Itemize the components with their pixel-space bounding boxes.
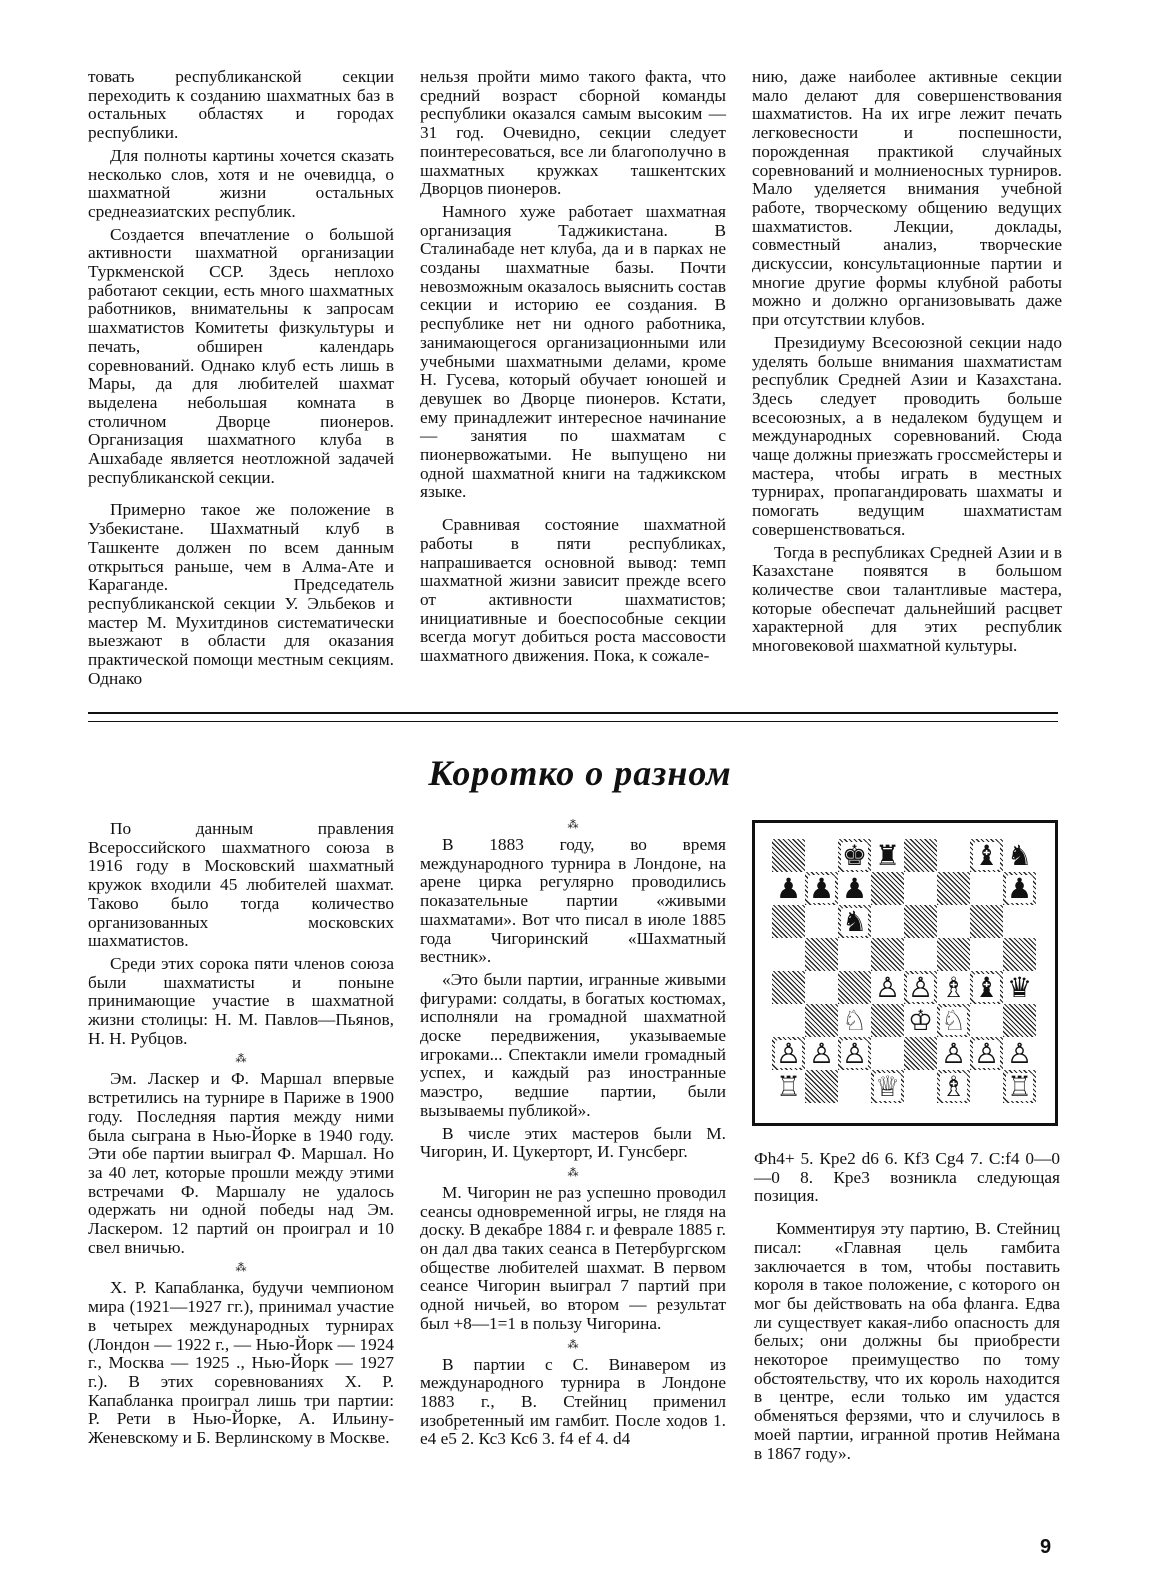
- chess-square: [970, 872, 1003, 905]
- section-divider: [88, 721, 1058, 722]
- paragraph: М. Чигорин не раз успешно проводил сеансы одновременной игры, не глядя на доску. В декабре 1884 г. и феврале 1885 г. он дал два таких сеанса в Петербургском обществе любителей шахмат. В первом сеансе Чигорин выиграл 7 партий при одной ничьей, во втором — результат был +8—1=1 в пользу Чигорина.: [420, 1182, 726, 1333]
- chess-square: [1003, 938, 1036, 971]
- chess-square: [904, 1070, 937, 1103]
- chess-square: [805, 1070, 838, 1103]
- chess-piece-glyph: ♙: [907, 970, 934, 1004]
- chess-piece-glyph: ♕: [874, 1069, 901, 1103]
- chess-piece-glyph: ♗: [940, 970, 967, 1004]
- chess-piece-glyph: ♛: [1006, 970, 1033, 1004]
- notes-column-2: [420, 820, 726, 1453]
- chess-board-grid: [772, 839, 1036, 1103]
- chess-piece-square: [937, 1070, 970, 1103]
- chess-piece-square: [1003, 839, 1036, 872]
- chess-square: [1003, 905, 1036, 938]
- notes-column-3: [754, 1150, 1060, 1467]
- chess-piece-square: [805, 1037, 838, 1070]
- separator-stars: ⁂: [567, 1338, 579, 1351]
- chess-square: [772, 839, 805, 872]
- chess-square: [838, 1070, 871, 1103]
- chess-square: [805, 905, 838, 938]
- chess-piece-square: [1003, 1037, 1036, 1070]
- chess-piece-glyph: ♖: [1006, 1069, 1033, 1103]
- chess-square: [970, 1070, 1003, 1103]
- chess-square: [904, 938, 937, 971]
- paragraph: Намного хуже работает шахматная организация Таджикистана. В Сталинабаде нет клуба, да и в парках не созданы шахматные базы. Почти невозможным оказалось выяснить состав секции и историю ее создания. В республике нет ни одного работника, занимающегося организационными или учебными шахматными делами, кроме Н. Гусева, который обучает юношей и девушек во Дворце пионеров. Кстати, ему принадлежит интересное начинание — занятия по шахматам с пионервожатыми. Не выпущено ни одной шахматной книги на таджикском языке.: [420, 201, 726, 502]
- chess-square: [904, 872, 937, 905]
- chess-square: [937, 905, 970, 938]
- chess-piece-glyph: ♙: [775, 1036, 802, 1070]
- separator-stars: ⁂: [567, 819, 579, 831]
- section-title: Коротко о разном: [428, 753, 732, 793]
- chess-piece-square: [1003, 971, 1036, 1004]
- chess-piece-square: [937, 1004, 970, 1037]
- chess-piece-glyph: ♞: [1006, 838, 1033, 872]
- paragraph: По данным правления Всероссийского шахматного союза в 1916 году в Московский шахматный кружок входили 45 любителей шахмат. Таково было тогда количество организованных московских шахматистов.: [88, 819, 394, 951]
- chess-piece-square: [772, 872, 805, 905]
- chess-square: [805, 1004, 838, 1037]
- paragraph: Эм. Ласкер и Ф. Маршал впервые встретились на турнире в Париже в 1900 году. Последняя партия между ними была сыграна в Нью-Йорке в 1940 году. Эти обе партии выиграл Ф. Маршал. Но за 40 лет, которые прошли между этими встречами Ф. Маршалу не удалось одержать ни одной победы над Эм. Ласкером. 12 партий он проиграл и 10 свел вничью.: [88, 1069, 394, 1257]
- chess-piece-square: [904, 1004, 937, 1037]
- chess-piece-glyph: ♙: [874, 970, 901, 1004]
- chess-piece-glyph: ♚: [841, 838, 868, 872]
- chess-square: [970, 905, 1003, 938]
- chess-square: [904, 1037, 937, 1070]
- chess-piece-square: [838, 839, 871, 872]
- chess-square: [937, 872, 970, 905]
- chess-piece-square: [1003, 1070, 1036, 1103]
- article-column-1: [88, 68, 394, 693]
- chess-piece-glyph: ♙: [841, 1036, 868, 1070]
- chess-square: [1003, 1004, 1036, 1037]
- chess-square: [970, 1004, 1003, 1037]
- chess-square: [871, 905, 904, 938]
- chess-square: [871, 872, 904, 905]
- chess-piece-glyph: ♞: [841, 904, 868, 938]
- paragraph: В партии с С. Винавером из международного турнира в Лондоне 1883 г., В. Стейниц применил изобретенный им гамбит. После ходов 1. е4 е5 2. Кс3 Кс6 3. f4 ef 4. d4: [420, 1354, 726, 1449]
- paragraph: Комментируя эту партию, В. Стейниц писал: «Главная цель гамбита заключается в том, чтобы поставить короля в такое положение, с которого он мог бы действовать на оба фланга. Едва ли существует какая-либо опасность для белых; они должны бы приобрести некоторое преимущество по тому обстоятельству, что их король находится в центре, если только им удастся обменяться ферзями, что и случилось в моей партии, игранной против Неймана в 1867 году».: [754, 1219, 1060, 1463]
- chess-piece-square: [937, 971, 970, 1004]
- chess-square: [805, 971, 838, 1004]
- page-number: 9: [1040, 1536, 1052, 1558]
- chess-square: [805, 938, 838, 971]
- chess-square: [805, 839, 838, 872]
- chess-square: [772, 1004, 805, 1037]
- separator-stars: ⁂: [235, 1262, 247, 1275]
- chess-piece-glyph: ♝: [973, 838, 1000, 872]
- paragraph: Примерно такое же положение в Узбекистане. Шахматный клуб в Ташкенте должен по всем данным открыться раньше, чем в Алма-Ате и Караганде. Председатель республиканской секции У. Эльбеков и мастер М. Мухитдинов систематически выезжают в области для оказания практической помощи местным секциям. Однако: [88, 500, 394, 688]
- separator-stars: ⁂: [567, 1166, 579, 1179]
- chess-square: [772, 905, 805, 938]
- chess-piece-square: [838, 1037, 871, 1070]
- chess-square: [937, 938, 970, 971]
- paragraph: В числе этих мастеров были М. Чигорин, И. Цукерторт, И. Гунсберг.: [420, 1123, 726, 1162]
- chess-piece-glyph: ♙: [940, 1036, 967, 1070]
- chess-piece-square: [904, 971, 937, 1004]
- chess-piece-square: [805, 872, 838, 905]
- chess-piece-square: [871, 839, 904, 872]
- paragraph: В 1883 году, во время международного турнира в Лондоне, на арене цирка регулярно проводились показательные партии «живыми шахматами». Вот что писал в июле 1885 года Чигоринский «Шахматный вестник».: [420, 835, 726, 967]
- chess-piece-glyph: ♗: [940, 1069, 967, 1103]
- chess-piece-glyph: ♙: [808, 1036, 835, 1070]
- chess-piece-square: [937, 1037, 970, 1070]
- chess-piece-glyph: ♟: [775, 871, 802, 905]
- chess-square: [772, 938, 805, 971]
- chess-square: [838, 971, 871, 1004]
- paragraph: Сравнивая состояние шахматной работы в пяти республиках, напрашивается основной вывод: темп шахматной жизни зависит прежде всего от активности шахматистов; инициативные и боеспособные секции всегда могут добиться роста массовости шахматного движения. Пока, к сожале-: [420, 515, 726, 666]
- separator-stars: ⁂: [235, 1053, 247, 1066]
- chess-piece-square: [838, 872, 871, 905]
- chess-piece-glyph: ♝: [973, 970, 1000, 1004]
- chess-piece-glyph: ♘: [841, 1003, 868, 1037]
- chess-piece-square: [772, 1037, 805, 1070]
- chess-piece-square: [970, 971, 1003, 1004]
- chess-square: [838, 938, 871, 971]
- chess-piece-square: [970, 839, 1003, 872]
- notes-column-1: [88, 820, 394, 1452]
- chess-piece-glyph: ♖: [775, 1069, 802, 1103]
- chess-piece-square: [871, 1070, 904, 1103]
- paragraph: нельзя пройти мимо такого факта, что средний возраст сборной команды республики оказался самым высоким — 31 год. Очевидно, секции следует поинтересоваться, все ли благополучно в шахматных кружках ташкентских Дворцов пионеров.: [420, 67, 726, 199]
- chess-square: [871, 938, 904, 971]
- chess-diagram: [752, 820, 1058, 1126]
- chess-piece-glyph: ♘: [940, 1003, 967, 1037]
- chess-piece-square: [1003, 872, 1036, 905]
- chess-piece-glyph: ♙: [973, 1036, 1000, 1070]
- paragraph: Для полноты картины хочется сказать несколько слов, хотя и не очевидца, о шахматной жизни остальных среднеазиатских республик.: [88, 145, 394, 221]
- paragraph: Среди этих сорока пяти членов союза были шахматисты и поныне принимающие участие в шахматной жизни столицы: Н. М. Павлов—Пьянов, Н. Н. Рубцов.: [88, 953, 394, 1048]
- paragraph: нию, даже наиболее активные секции мало делают для совершенствования шахматистов. На их игре лежит печать легковесности и поспешности, порожденная практикой случайных соревнований и молниеносных турниров. Мало уделяется внимания учебной работе, творческому общению ведущих шахматистов. Лекции, доклады, совместный анализ, творческие дискуссии, консультационные партии и многие другие формы клубной работы можно и должно организовывать даже при отсутствии клубов.: [752, 67, 1062, 330]
- chess-square: [871, 1037, 904, 1070]
- chess-piece-glyph: ♔: [907, 1003, 934, 1037]
- chess-piece-glyph: ♟: [808, 871, 835, 905]
- chess-piece-square: [970, 1037, 1003, 1070]
- chess-piece-glyph: ♟: [1006, 871, 1033, 905]
- paragraph: Президиуму Всесоюзной секции надо уделять больше внимания шахматистам республик Средней Азии и Казахстана. Здесь следует проводить больше всесоюзных, а в недалеком будущем и международных соревнований. Сюда чаще должны приезжать гроссмейстеры и мастера, чтобы играть в местных турнирах, пропагандировать шахматы и помогать ведущим шахматистам совершенствоваться.: [752, 332, 1062, 539]
- chess-square: [772, 971, 805, 1004]
- chess-piece-glyph: ♟: [841, 871, 868, 905]
- article-column-2: [420, 68, 726, 670]
- chess-piece-square: [838, 1004, 871, 1037]
- chess-square: [904, 905, 937, 938]
- paragraph: Фh4+ 5. Кре2 d6 6. Кf3 Cg4 7. С:f4 0—0—0 8. Кре3 возникла следующая позиция.: [754, 1149, 1060, 1206]
- chess-piece-glyph: ♜: [874, 838, 901, 872]
- chess-square: [937, 839, 970, 872]
- chess-piece-square: [772, 1070, 805, 1103]
- chess-piece-square: [838, 905, 871, 938]
- paragraph: Создается впечатление о большой активности шахматной организации Туркменской ССР. Здесь неплохо работают секции, есть много шахматных работников, внимательны к запросам шахматистов Комитеты физкультуры и печать, обширен календарь соревнований. Однако клуб есть лишь в Мары, да для любителей шахмат выделена небольшая комната в столичном Дворце пионеров. Организация шахматного клуба в Ашхабаде является неотложной задачей республиканской секции.: [88, 224, 394, 487]
- article-column-3: [752, 68, 1062, 660]
- chess-piece-square: [871, 971, 904, 1004]
- chess-square: [904, 839, 937, 872]
- section-divider: [88, 712, 1058, 714]
- paragraph: товать республиканской секции переходить к созданию шахматных баз в остальных областях и городах республики.: [88, 67, 394, 143]
- paragraph: «Это были партии, игранные живыми фигурами: солдаты, в богатых костюмах, исполняли на громадной шахматной доске передвижения, указываемые игроками... Спектакли имели громадный успех, и каждый раз иностранные маэстро, ведшие партии, были вызываемы публикой».: [420, 969, 726, 1120]
- paragraph: Х. Р. Капабланка, будучи чемпионом мира (1921—1927 гг.), принимал участие в четырех международных турнирах (Лондон — 1922 г., — Нью-Йорк — 1924 г., Москва — 1925 ., Нью-Йорк — 1927 г.). В этих соревнованиях Х. Р. Капабланка проиграл лишь три партии: Р. Рети в Нью-Йорке, А. Ильину-Женевскому и Б. Верлинскому в Москве.: [88, 1278, 394, 1448]
- chess-piece-glyph: ♙: [1006, 1036, 1033, 1070]
- paragraph: Тогда в республиках Средней Азии и в Казахстане появятся в большом количестве свои талантливые мастера, которые обеспечат дальнейший расцвет характерной для этих республик многовековой шахматной культуры.: [752, 542, 1062, 656]
- chess-square: [871, 1004, 904, 1037]
- chess-square: [970, 938, 1003, 971]
